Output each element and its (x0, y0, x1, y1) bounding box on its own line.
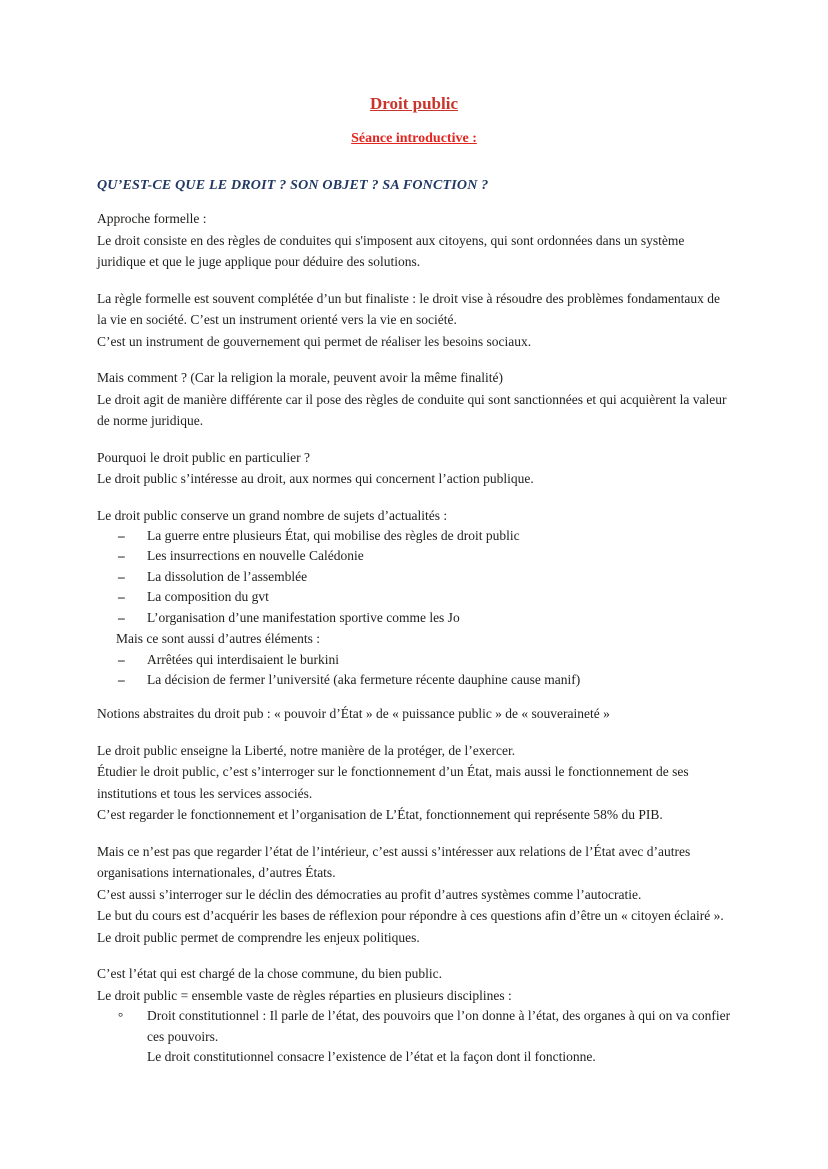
text-line: Mais comment ? (Car la religion la morale, peuvent avoir la même finalité) (97, 370, 503, 385)
dash-bullet-icon: – (118, 568, 125, 584)
text-line: Le droit public conserve un grand nombre de sujets d’actualités : (97, 507, 448, 523)
text-line: La dissolution de l’assemblée (147, 568, 308, 584)
list-item (97, 1006, 731, 1067)
list-item (97, 670, 731, 690)
bullet-list (97, 650, 731, 691)
list-item-text (147, 526, 731, 546)
paragraph (97, 740, 731, 826)
dash-bullet-icon: – (118, 528, 125, 543)
list-item (97, 587, 731, 607)
text-line: Pourquoi le droit public en particulier ? (97, 449, 310, 465)
text-line: Notions abstraites du droit pub : « pouvoir d’État » de « puissance public » de « souveraineté » (97, 706, 610, 722)
list-item-text (147, 567, 731, 587)
list-item (97, 608, 731, 628)
text-line: La composition du gvt (147, 589, 269, 605)
text-line: Le droit public enseigne la Liberté, notre manière de la protéger, de l’exercer. (97, 742, 516, 758)
text-line: C’est l’état qui est chargé de la chose commune, du bien public. (97, 966, 443, 982)
text-line: L’organisation d’une manifestation sportive comme les Jo (147, 609, 460, 625)
dash-bullet-icon: – (118, 671, 125, 687)
paragraph (97, 367, 731, 432)
bullet-list (97, 1006, 731, 1067)
text-line: Le droit agit de manière différente car il pose des règles de conduite qui sont sanctionnées et qui acquièrent la valeur de norme juridique. (97, 391, 727, 428)
list-item-text (147, 1006, 731, 1067)
text-line: Le droit consiste en des règles de conduites qui s'imposent aux citoyens, qui sont ordonnées dans un système juridique et que le juge applique pour déduire des solutions. (97, 232, 685, 269)
text-line: C’est un instrument de gouvernement qui permet de réaliser les besoins sociaux. (97, 333, 532, 349)
degree-bullet-icon: ° (118, 1009, 124, 1025)
paragraph (97, 208, 731, 273)
paragraph (97, 288, 731, 353)
bullet-list (97, 526, 731, 628)
dash-bullet-icon: – (118, 651, 125, 667)
page-subtitle: Séance introductive : (351, 131, 477, 146)
text-line: La règle formelle est souvent complétée d’un but finaliste : le droit vise à résoudre des problèmes fondamentaux de la vie en société. C’est un instrument orienté vers la vie en société. (97, 290, 721, 327)
text-line: Le droit public = ensemble vaste de règles réparties en plusieurs disciplines : (97, 987, 512, 1003)
text-line: La guerre entre plusieurs État, qui mobilise des règles de droit public (147, 528, 520, 543)
text-line: Mais ce sont aussi d’autres éléments : (116, 631, 320, 647)
dash-bullet-icon: – (118, 609, 125, 625)
text-line: Droit constitutionnel : Il parle de l’état, des pouvoirs que l’on donne à l’état, des organes à qui on va confier ces pouvoirs. (147, 1008, 731, 1044)
text-line: C’est aussi s’interroger sur le déclin des démocraties au profit d’autres systèmes comme l’autocratie. (97, 886, 642, 902)
list-item-text (147, 670, 731, 690)
paragraph (97, 447, 731, 490)
list-item-text (147, 546, 731, 566)
section-heading: QU’EST-CE QUE LE DROIT ? SON OBJET ? SA FONCTION ? (97, 178, 489, 193)
document-body (97, 208, 731, 1068)
paragraph (97, 841, 731, 949)
text-line: Les insurrections en nouvelle Calédonie (147, 548, 364, 564)
list-item (97, 567, 731, 587)
text-line: Le but du cours est d’acquérir les bases de réflexion pour répondre à ces questions afin d’être un « citoyen éclairé ». Le droit public permet de comprendre les enjeux politiques. (97, 908, 724, 945)
text-line: Approche formelle : (97, 211, 207, 226)
text-line: C’est regarder le fonctionnement et l’organisation de L’État, fonctionnement qui représente 58% du PIB. (97, 807, 663, 823)
dash-bullet-icon: – (118, 548, 125, 564)
dash-bullet-icon: – (118, 589, 125, 605)
list-item (97, 650, 731, 670)
paragraph (116, 628, 731, 650)
text-line: Le droit constitutionnel consacre l’existence de l’état et la façon dont il fonctionne. (147, 1049, 596, 1065)
text-line: Arrêtées qui interdisaient le burkini (147, 651, 339, 667)
paragraph (97, 505, 731, 527)
text-line: Mais ce n’est pas que regarder l’état de l’intérieur, c’est aussi s’intéresser aux relations de l’État avec d’autres organisations internationales, d’autres États. (97, 843, 691, 881)
list-item (97, 546, 731, 566)
list-item-text (147, 587, 731, 607)
list-item (97, 526, 731, 546)
text-line: Étudier le droit public, c’est s’interroger sur le fonctionnement d’un État, mais aussi le fonctionnement de ses institutions et tous les services associés. (97, 764, 689, 801)
text-line: La décision de fermer l’université (aka fermeture récente dauphine cause manif) (147, 671, 581, 687)
list-item-text (147, 608, 731, 628)
paragraph (97, 703, 731, 725)
paragraph (97, 963, 731, 1006)
text-line: Le droit public s’intéresse au droit, aux normes qui concernent l’action publique. (97, 471, 534, 486)
page-title: Droit public (369, 94, 458, 113)
list-item-text (147, 650, 731, 670)
